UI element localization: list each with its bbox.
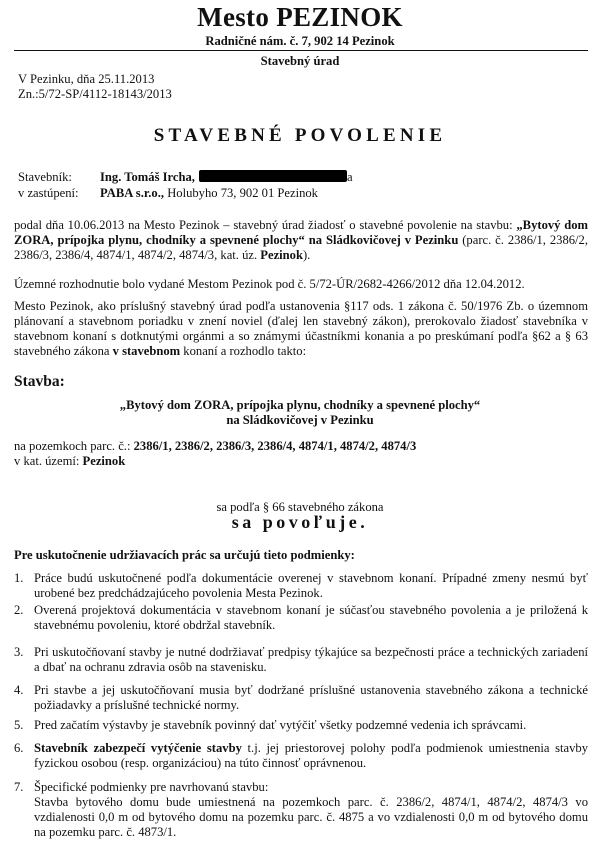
application-parcels: (parc. č. 2386/1, 2386/2, 2386/3, 2386/4, 4874/1, 4874/2, 4874/3, kat. úz.	[14, 233, 588, 262]
procedure-end: konaní a rozhodlo takto:	[180, 344, 307, 358]
condition-number: 5.	[14, 718, 24, 732]
condition-detail: Stavba bytového domu bude umiestnená na pozemkoch parc. č. 2386/2, 4874/1, 4874/2, 4874/3 vo vzdialenosti 0,0 m od bytového domu na pozemku parc. č. 4875 a vo vzdialenosti 0,0 m od bytového domu na pozemku parc. č. 4873/1.	[34, 795, 588, 839]
decision-verdict: sa povoľuje.	[231, 512, 369, 532]
procedure-text: Mesto Pezinok, ako príslušný stavebný úrad podľa ustanovenia §117 ods. 1 zákona č. 50/1976 Zb. o územnom plánovaní a stavebnom poriadku v znení noviel (ďalej len stavebný zákon), prerokovalo žiadosť stavebníka v stavebnom konaní s dotknutými orgánmi a so známymi účastníkmi konania a po preskúmaní podľa §62 a § 63 stavebného zákona	[14, 299, 588, 358]
parcels-label: na pozemkoch parc. č.:	[14, 439, 134, 453]
condition-number: 7.	[14, 780, 24, 794]
condition-item	[14, 780, 588, 840]
application-paragraph	[14, 218, 588, 263]
procedure-bold: v stavebnom	[112, 344, 181, 358]
builder-name: Ing. Tomáš Ircha,	[100, 170, 195, 184]
parcels-line	[14, 439, 416, 454]
representative-address: Holubyho 73, 902 01 Pezinok	[167, 186, 318, 200]
application-building-name: „Bytový dom ZORA, prípojka plynu, chodníky a spevnené plochy“ na Sládkovičovej v Pezinku	[14, 218, 588, 247]
condition-text	[34, 780, 588, 840]
condition-number: 1.	[14, 571, 24, 585]
condition-number: 6.	[14, 741, 24, 755]
reference-number: Zn.:5/72-SP/4112-18143/2013	[18, 87, 172, 101]
representative-label: v zastúpení:	[18, 186, 79, 200]
building-name-line1: „Bytový dom ZORA, prípojka plynu, chodníky a spevnené plochy“	[119, 398, 481, 412]
condition-text: Overená projektová dokumentácia v stavebnom konaní je súčasťou stavebného povolenia a je priložená k stavebnému povoleniu, ktoré obdržal stavebník.	[34, 603, 588, 632]
condition-item	[14, 683, 588, 713]
condition-item	[14, 603, 588, 633]
conditions-heading: Pre uskutočnenie udržiavacích prác sa určujú tieto podmienky:	[14, 548, 355, 562]
redaction-bar	[199, 170, 347, 182]
cadastre-label: v kat. území:	[14, 454, 83, 468]
condition-item	[14, 718, 588, 733]
condition-item	[14, 645, 588, 675]
issuer-address: Radničné nám. č. 7, 902 14 Pezinok	[205, 34, 395, 48]
condition-item	[14, 741, 588, 771]
parcels-value: 2386/1, 2386/2, 2386/3, 2386/4, 4874/1, 4874/2, 4874/3	[133, 439, 417, 453]
representative-value	[100, 186, 318, 201]
application-cadastre: Pezinok	[260, 248, 303, 262]
issuer-title: Mesto PEZINOK	[197, 2, 403, 32]
application-end: ).	[302, 248, 311, 262]
builder-suffix: a	[346, 170, 353, 184]
building-name-line2: na Sládkovičovej v Pezinku	[226, 413, 374, 427]
stavba-heading: Stavba:	[14, 373, 65, 390]
condition-number: 2.	[14, 603, 24, 617]
condition-text: Pred začatím výstavby je stavebník povinný dať vytýčiť všetky podzemné vedenia ich správcami.	[34, 718, 527, 732]
cadastre-line	[14, 454, 125, 469]
condition-text: Pri uskutočňovaní stavby je nutné dodržiavať predpisy týkajúce sa bezpečnosti práce a technických zariadení a dbať na ochranu zdravia osôb na stavenisku.	[34, 645, 588, 674]
condition-text	[34, 741, 588, 771]
condition-bold: Stavebník zabezpečí vytýčenie stavby	[34, 741, 242, 755]
representative-name: PABA s.r.o.,	[100, 186, 165, 200]
cadastre-value: Pezinok	[82, 454, 126, 468]
decision-basis: sa podľa § 66 stavebného zákona	[216, 500, 384, 514]
application-lead: podal dňa 10.06.2013 na Mesto Pezinok – stavebný úrad žiadosť o stavebné povolenie na stavbu:	[14, 218, 513, 232]
document-title: STAVEBNÉ POVOLENIE	[153, 125, 447, 146]
condition-title: Špecifické podmienky pre navrhovanú stavbu:	[34, 780, 269, 794]
procedure-paragraph	[14, 299, 588, 359]
date-line: V Pezinku, dňa 25.11.2013	[18, 72, 155, 86]
zoning-decision-paragraph: Územné rozhodnutie bolo vydané Mestom Pezinok pod č. 5/72-ÚR/2682-4266/2012 dňa 12.04.2012.	[14, 277, 525, 291]
issuer-office: Stavebný úrad	[260, 54, 340, 68]
builder-value	[100, 170, 353, 185]
condition-number: 4.	[14, 683, 24, 697]
condition-number: 3.	[14, 645, 24, 659]
condition-text: Pri stavbe a jej uskutočňovaní musia byť dodržané príslušné ustanovenia stavebného zákona a technické požiadavky a príslušné technické normy.	[34, 683, 588, 712]
builder-label: Stavebník:	[18, 170, 72, 184]
condition-item	[14, 571, 588, 601]
header-divider	[14, 50, 588, 51]
condition-text: Práce budú uskutočnené podľa dokumentácie overenej v stavebnom konaní. Prípadné zmeny nesmú byť urobené bez predchádzajúceho povolenia Mesta Pezinok.	[34, 571, 588, 600]
condition-text-rest: t.j. jej priestorovej polohy podľa podmienok umiestnenia stavby fyzickou osobou (resp. organizáciou) na túto činnosť oprávnenou.	[34, 741, 589, 770]
